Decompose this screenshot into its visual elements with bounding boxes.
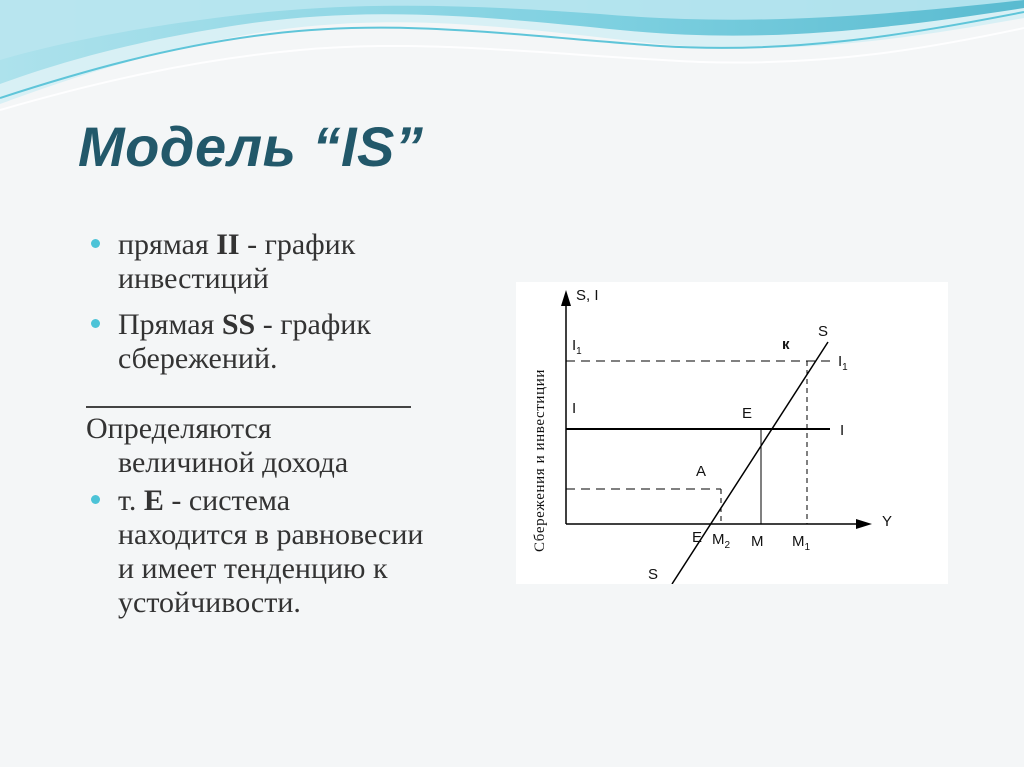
k-point-label: к (782, 336, 790, 353)
slide-body (86, 228, 506, 632)
diagram-canvas (516, 282, 948, 584)
s-top-label: S (818, 323, 829, 340)
vertical-axis-label: Сбережения и инвестиции (532, 369, 548, 552)
bullet-dot-icon (91, 495, 100, 504)
a-point-label: A (696, 463, 707, 480)
bullet-dot-icon (91, 239, 100, 248)
y-axis-title: S, I (576, 287, 599, 304)
bullet-item-equilibrium: т. E - система находится в равновесии и имеет тенденцию к устойчивости. (86, 484, 506, 620)
diagram-background (516, 282, 948, 584)
i-right-label: I (840, 422, 845, 439)
s-bottom-label: S (648, 566, 659, 583)
divider-line (86, 406, 411, 408)
x-tick-m1: $M_1$ (792, 533, 811, 553)
x-axis-title: Y (882, 513, 893, 530)
x-tick-m2: $M_2$ (712, 531, 731, 551)
i1-right-label: $I_1$ (838, 353, 848, 373)
bullet-dot-icon (91, 319, 100, 328)
x-tick-e: E (692, 529, 703, 546)
income-determination-text: Определяются величиной дохода (86, 412, 349, 479)
bullet-item-investment: прямая II - график инвестиций (86, 228, 506, 296)
e-point-label: E (742, 405, 753, 422)
header-wave-decoration (0, 0, 1024, 130)
bullet-item-savings: Прямая SS - график сбережений. (86, 308, 506, 376)
x-tick-m: M (751, 533, 764, 550)
i1-left-label: $I_1$ (572, 337, 582, 357)
i-left-label: I (572, 400, 577, 417)
is-model-diagram (516, 282, 948, 584)
slide-title: Модель “IS” (78, 115, 424, 178)
